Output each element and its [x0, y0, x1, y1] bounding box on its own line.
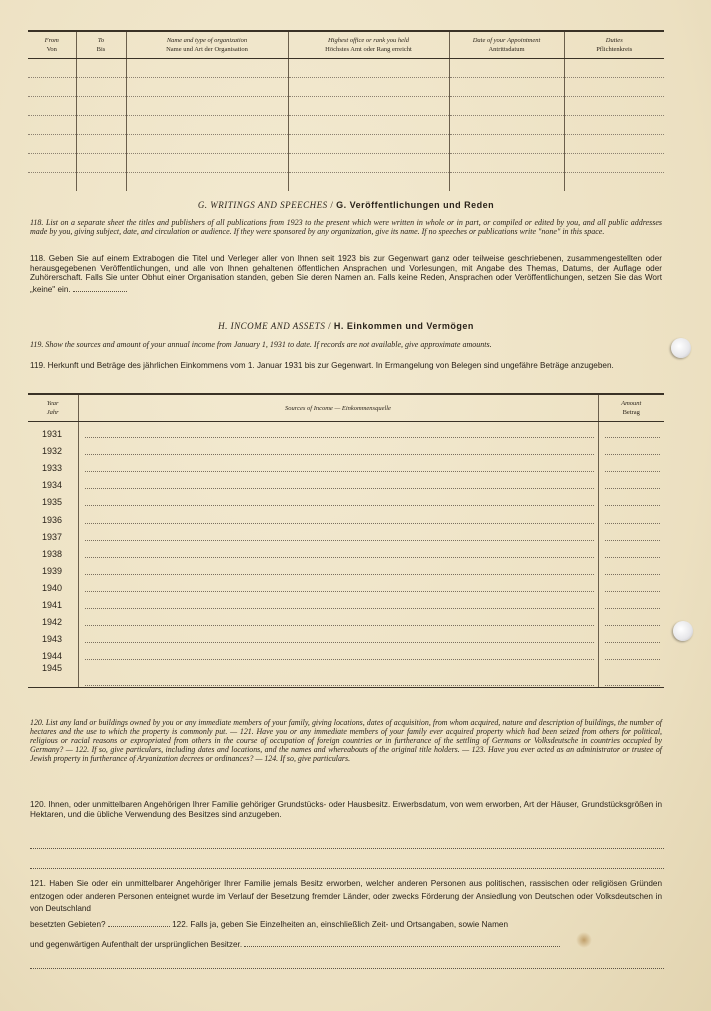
question-120-de: 120. Ihnen, oder unmittelbaren Angehörigen Ihrer Familie gehöriger Grundstücks- oder Hausbesitz. Erwerbsdatum, von wem erworben, Art der Häuser, Grundstücksgrößen in Hektaren, und die übliche Verwendung des Besitzes sind anzugeben. — [30, 800, 662, 819]
income-year: 1931 — [42, 429, 63, 440]
income-row — [28, 490, 664, 507]
income-amount-field[interactable] — [598, 507, 664, 524]
question-122-line: und gegenwärtigen Aufenthalt der ursprünglichen Besitzer. — [30, 938, 662, 950]
income-row — [28, 473, 664, 490]
question-121-de: 121. Haben Sie oder ein unmittelbarer Angehöriger Ihrer Familie jemals Besitz erworben, welcher anderen Personen aus politischen, rassischen oder religiösen Gründen entzogen oder anderen Personen enteignet wurde im Verlauf der Besetzung fremder Länder, oder zwecks Förderung der Ansiedlung von Deutschen oder Volksdeutschen in von Deutschland — [30, 879, 662, 913]
employment-cell[interactable] — [76, 116, 126, 135]
income-amount-field[interactable] — [598, 439, 664, 456]
income-year: 1945 — [28, 661, 78, 688]
income-amount-field[interactable] — [598, 627, 664, 644]
employment-cell[interactable] — [28, 135, 76, 154]
employment-cell[interactable] — [76, 59, 126, 78]
income-amount-field[interactable] — [598, 542, 664, 559]
employment-row — [28, 135, 664, 154]
income-row — [28, 593, 664, 610]
employment-row — [28, 59, 664, 78]
income-amount-field[interactable] — [598, 525, 664, 542]
answer-118-field[interactable] — [73, 283, 127, 292]
income-source-field[interactable] — [78, 456, 598, 473]
employment-cell[interactable] — [126, 135, 288, 154]
employment-cell[interactable] — [449, 154, 564, 173]
income-row — [28, 439, 664, 456]
income-year: 1942 — [42, 617, 63, 628]
answer-121-field[interactable] — [108, 918, 170, 927]
income-source-field[interactable] — [78, 559, 598, 576]
income-amount-field[interactable] — [598, 456, 664, 473]
col-header-year: Year Jahr — [28, 394, 78, 422]
income-source-field[interactable] — [78, 525, 598, 542]
question-118-en: 118. List on a separate sheet the titles and publishers of all publications from 1923 to the present which were written in whole or in part, or compiled or edited by you, and all public addresses made by you, giving subject, date, and circulation or audience. If they were sponsored by any organization, give its name. If no speeches or publications write "none" in this space. — [30, 218, 662, 236]
income-amount-field[interactable] — [598, 593, 664, 610]
col-header-from: From Von — [28, 31, 76, 59]
employment-cell[interactable] — [449, 173, 564, 192]
income-amount-field[interactable] — [598, 473, 664, 490]
question-119-de: 119. Herkunft und Beträge des jährlichen Einkommens vom 1. Januar 1931 bis zur Gegenwart. In Ermangelung von Belegen sind ungefähre Beträge anzugeben. — [30, 361, 614, 370]
income-source-field[interactable] — [78, 610, 598, 627]
income-source-field[interactable] — [78, 542, 598, 559]
employment-cell[interactable] — [449, 97, 564, 116]
income-year: 1936 — [42, 514, 63, 525]
income-row — [28, 644, 664, 661]
employment-cell[interactable] — [288, 116, 449, 135]
employment-cell[interactable] — [126, 116, 288, 135]
employment-cell[interactable] — [564, 173, 664, 192]
employment-cell[interactable] — [449, 78, 564, 97]
answer-120-line-1[interactable] — [30, 848, 664, 849]
employment-row — [28, 78, 664, 97]
employment-cell[interactable] — [126, 97, 288, 116]
question-121-line-2: besetzten Gebieten? 122. Falls ja, geben Sie Einzelheiten an, einschließlich Zeit- und Ortsangaben, sowie Namen — [30, 920, 509, 929]
employment-cell[interactable] — [449, 135, 564, 154]
income-amount-field[interactable] — [598, 576, 664, 593]
employment-cell[interactable] — [28, 154, 76, 173]
col-header-to: To Bis — [76, 31, 126, 59]
col-header-source: Sources of Income — Einkommensquelle — [78, 394, 598, 422]
income-year: 1943 — [42, 634, 63, 645]
employment-cell[interactable] — [564, 135, 664, 154]
col-header-organization: Name and type of organization Name und Art der Organisation — [126, 31, 288, 59]
income-year: 1933 — [42, 463, 63, 474]
col-header-appointment-date: Date of your Appointment Antrittsdatum — [449, 31, 564, 59]
employment-table — [28, 30, 664, 191]
employment-row — [28, 116, 664, 135]
income-row — [28, 422, 664, 440]
answer-120-line-2[interactable] — [30, 868, 664, 869]
income-row — [28, 576, 664, 593]
income-row — [28, 610, 664, 627]
income-source-field[interactable] — [78, 490, 598, 507]
section-g-title: G. WRITINGS AND SPEECHES / G. Veröffentlichungen und Reden — [197, 200, 495, 210]
employment-cell[interactable] — [28, 97, 76, 116]
employment-cell[interactable] — [564, 78, 664, 97]
employment-cell[interactable] — [126, 59, 288, 78]
employment-cell[interactable] — [126, 173, 288, 192]
income-source-field[interactable] — [78, 644, 598, 661]
income-row — [28, 542, 664, 559]
income-amount-field[interactable] — [598, 490, 664, 507]
employment-cell[interactable] — [288, 154, 449, 173]
employment-cell[interactable] — [76, 154, 126, 173]
question-118-de: 118. Geben Sie auf einem Extrabogen die Titel und Verleger aller von Ihnen seit 1923 bis zur Gegenwart ganz oder teilweise geschriebenen, zusammengestellten oder herausgegebenen Veröffentlichungen, und alle von Ihnen gehaltenen öffentlichen Ansprachen und Vorlesungen, mit Angabe des Themas, Datums, der Auflage oder Zuhörerschaft. Falls Sie unter Obhut einer Organisation standen, geben Sie deren Namen an. Falls keine Reden, Ansprachen oder Veröffentlichungen, setzen Sie das Wort „keine" ein. — [30, 254, 662, 294]
income-amount-field[interactable] — [598, 644, 664, 661]
income-year: 1937 — [42, 531, 63, 542]
employment-cell[interactable] — [288, 97, 449, 116]
employment-cell[interactable] — [288, 78, 449, 97]
income-year: 1932 — [42, 446, 63, 457]
employment-cell[interactable] — [288, 173, 449, 192]
employment-cell[interactable] — [28, 173, 76, 192]
employment-cell[interactable] — [76, 78, 126, 97]
col-header-office: Highest office or rank you held Höchstes Amt oder Rang erreicht — [288, 31, 449, 59]
employment-row — [28, 173, 664, 192]
employment-cell[interactable] — [564, 116, 664, 135]
income-source-field[interactable] — [78, 661, 598, 688]
income-source-field[interactable] — [78, 507, 598, 524]
income-source-field[interactable] — [78, 473, 598, 490]
income-year: 1944 — [42, 651, 63, 662]
income-source-field[interactable] — [78, 627, 598, 644]
income-source-field[interactable] — [78, 439, 598, 456]
income-source-field[interactable] — [78, 422, 598, 440]
income-amount-field[interactable] — [598, 610, 664, 627]
income-source-field[interactable] — [78, 593, 598, 610]
section-h-title: H. INCOME AND ASSETS / H. Einkommen und Vermögen — [218, 321, 474, 331]
income-row — [28, 525, 664, 542]
question-120-en: 120. List any land or buildings owned by you or any immediate members of your family, giving locations, dates of acquisition, from whom acquired, nature and description of buildings, the number of hectares and the use to which the property is commonly put. — 121. Have you or any immediate members of your family ever acquired property which had been seized from others for political, religious or racial reasons or expropriated from others in the course of occupation of foreign countries or in furtherance of the settling of Germans or Volksdeutsche in countries occupied by Germany? — 122. If so, give particulars, including dates and locations, and the names and whereabouts of the original title holders. — 123. Have you ever acted as an administrator or trustee of Jewish property in furtherance of Aryanization decrees or ordinances? — 124. If so, give particulars. — [30, 718, 662, 763]
income-year: 1941 — [42, 600, 63, 611]
income-year: 1939 — [42, 565, 63, 576]
income-row — [28, 507, 664, 524]
question-119-en: 119. Show the sources and amount of your annual income from January 1, 1931 to date. If records are not available, give approximate amounts. — [30, 340, 492, 349]
income-source-field[interactable] — [78, 576, 598, 593]
employment-cell[interactable] — [76, 173, 126, 192]
income-year: 1940 — [42, 582, 63, 593]
employment-cell[interactable] — [126, 78, 288, 97]
income-table — [28, 393, 664, 688]
income-row — [28, 456, 664, 473]
employment-row — [28, 154, 664, 173]
employment-cell[interactable] — [564, 59, 664, 78]
employment-cell[interactable] — [288, 135, 449, 154]
employment-cell[interactable] — [76, 97, 126, 116]
employment-cell[interactable] — [28, 78, 76, 97]
employment-cell[interactable] — [76, 135, 126, 154]
employment-cell[interactable] — [564, 97, 664, 116]
col-header-duties: Duties Pflichtenkreis — [564, 31, 664, 59]
income-year: 1935 — [42, 497, 63, 508]
punch-hole-bottom — [673, 621, 693, 641]
income-amount-field[interactable] — [598, 422, 664, 440]
employment-cell[interactable] — [126, 154, 288, 173]
paper-stain — [576, 932, 592, 948]
employment-cell[interactable] — [564, 154, 664, 173]
employment-cell[interactable] — [28, 59, 76, 78]
employment-cell[interactable] — [449, 59, 564, 78]
employment-row — [28, 97, 664, 116]
income-year: 1934 — [42, 480, 63, 491]
income-year: 1938 — [42, 548, 63, 559]
income-row — [28, 559, 664, 576]
employment-cell[interactable] — [449, 116, 564, 135]
answer-122-field[interactable] — [244, 938, 560, 947]
income-amount-field[interactable] — [598, 661, 664, 688]
income-amount-field[interactable] — [598, 559, 664, 576]
col-header-amount: Amount Betrag — [598, 394, 664, 422]
punch-hole-top — [671, 338, 691, 358]
income-row — [28, 661, 664, 688]
income-row — [28, 627, 664, 644]
employment-cell[interactable] — [28, 116, 76, 135]
answer-122-line-2[interactable] — [30, 968, 664, 969]
employment-cell[interactable] — [288, 59, 449, 78]
